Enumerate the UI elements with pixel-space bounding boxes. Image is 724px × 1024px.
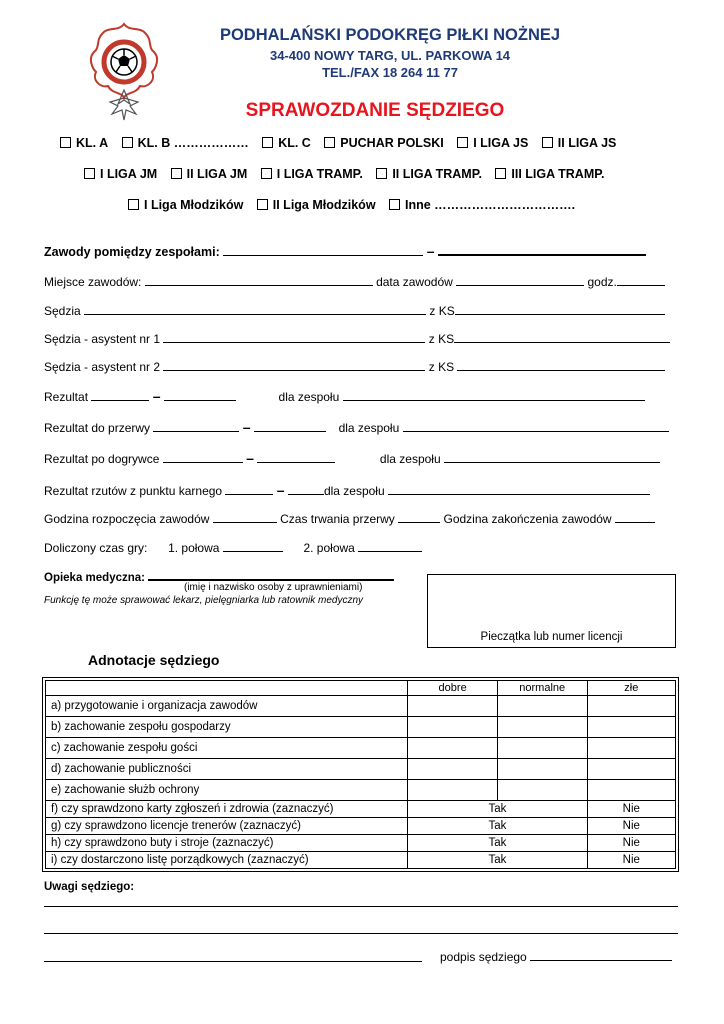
time-label: godz. — [587, 275, 617, 289]
result-dash: – — [152, 388, 161, 404]
referee-ks-label: z KS — [429, 304, 455, 318]
row-label: i) czy dostarczono listę porządkowych (zaznaczyć) — [46, 852, 408, 869]
row-label: d) zachowanie publiczności — [46, 759, 408, 780]
table-row — [46, 738, 676, 759]
table-row — [46, 717, 676, 738]
teams-dash: – — [426, 243, 435, 259]
penalties-away-field[interactable] — [288, 483, 324, 495]
stamp-label: Pieczątka lub numer licencji — [480, 631, 623, 643]
end-time-field[interactable] — [615, 511, 655, 523]
checkbox[interactable] — [542, 137, 553, 148]
extratime-dash: – — [246, 450, 254, 466]
no-cell[interactable]: Nie — [587, 835, 675, 852]
penalties-row — [44, 482, 650, 498]
half2-field[interactable] — [358, 540, 422, 552]
teams-label: Zawody pomiędzy zespołami: — [44, 245, 220, 259]
league-option: II LIGA TRAMP. — [392, 167, 482, 181]
org-phone: TEL./FAX 18 264 11 77 — [322, 65, 458, 80]
half1-field[interactable] — [223, 540, 283, 552]
table-row — [46, 801, 676, 818]
home-team-field[interactable] — [223, 244, 423, 256]
halftime-row — [44, 419, 669, 435]
extratime-row — [44, 450, 660, 466]
assistant2-ks-field[interactable] — [457, 359, 665, 371]
row-label: b) zachowanie zespołu gospodarzy — [46, 717, 408, 738]
checkbox[interactable] — [128, 199, 139, 210]
row-label: h) czy sprawdzono buty i stroje (zaznaczyć) — [46, 835, 408, 852]
league-option: I LIGA JM — [100, 167, 158, 181]
assistant1-ks-field[interactable] — [454, 331, 670, 343]
start-time-field[interactable] — [213, 511, 277, 523]
org-name: PODHALAŃSKI PODOKRĘG PIŁKI NOŻNEJ — [219, 26, 561, 44]
medical-hint: (imię i nazwisko osoby z uprawnieniami) — [184, 582, 363, 593]
table-row — [46, 696, 676, 717]
no-cell[interactable]: Nie — [587, 852, 675, 869]
halftime-away-field[interactable] — [254, 420, 326, 432]
signature-row — [440, 949, 672, 964]
date-label: data zawodów — [376, 275, 453, 289]
yes-cell[interactable]: Tak — [408, 801, 587, 818]
medical-note: Funkcję tę może sprawować lekarz, pielęgniarka lub ratownik medyczny — [44, 595, 364, 606]
table-row — [46, 780, 676, 801]
league-option: KL. C — [278, 136, 311, 150]
table-row — [46, 759, 676, 780]
row-label: a) przygotowanie i organizacja zawodów — [46, 696, 408, 717]
rating-cell[interactable] — [587, 696, 675, 717]
table-row — [46, 818, 676, 835]
checkbox[interactable] — [262, 137, 273, 148]
half2-label: 2. połowa — [303, 541, 355, 555]
checkbox[interactable] — [376, 168, 387, 179]
assistant1-label: Sędzia - asystent nr 1 — [44, 332, 161, 346]
league-option: KL. B ……………… — [137, 136, 249, 150]
venue-field[interactable] — [145, 274, 373, 286]
assistant1-ks-label: z KS — [428, 332, 455, 346]
result-team-field[interactable] — [343, 389, 645, 401]
times-row — [44, 511, 655, 526]
signature-label: podpis sędziego — [440, 950, 527, 964]
football-crest-logo — [78, 18, 170, 122]
extratime-team-field[interactable] — [444, 451, 660, 463]
teams-row — [44, 243, 646, 259]
penalties-home-field[interactable] — [225, 483, 273, 495]
league-option: I Liga Młodzików — [144, 198, 244, 212]
rating-cell[interactable] — [497, 696, 587, 717]
table-row — [46, 852, 676, 869]
checkbox[interactable] — [495, 168, 506, 179]
remarks-line-1[interactable] — [44, 906, 678, 907]
rating-cell[interactable] — [497, 759, 587, 780]
checkbox[interactable] — [457, 137, 468, 148]
extratime-home-field[interactable] — [163, 451, 243, 463]
yes-cell[interactable]: Tak — [408, 835, 587, 852]
extratime-team-label: dla zespołu — [379, 452, 441, 466]
ratings-heading: Adnotacje sędziego — [88, 652, 220, 668]
checkbox[interactable] — [389, 199, 400, 210]
ratings-table — [45, 680, 676, 869]
date-field[interactable] — [456, 274, 584, 286]
league-option: II LIGA JM — [186, 167, 248, 181]
halftime-dash: – — [242, 419, 251, 435]
remarks-line-3[interactable] — [44, 961, 422, 962]
league-option: Inne ……………………………. — [405, 198, 576, 212]
referee-row — [44, 303, 665, 318]
checkbox[interactable] — [122, 137, 133, 148]
result-home-field[interactable] — [91, 389, 149, 401]
assistant1-row — [44, 331, 670, 346]
column-header: złe — [587, 681, 675, 696]
halftime-team-field[interactable] — [403, 420, 669, 432]
penalties-team-label: dla zespołu — [323, 484, 385, 498]
column-header: dobre — [408, 681, 498, 696]
no-cell[interactable]: Nie — [587, 801, 675, 818]
referee-ks-field[interactable] — [455, 303, 665, 315]
halftime-team-label: dla zespołu — [338, 421, 400, 435]
checkbox[interactable] — [171, 168, 182, 179]
league-option: PUCHAR POLSKI — [340, 136, 444, 150]
penalties-label: Rezultat rzutów z punktu karnego — [44, 484, 223, 498]
league-option: II Liga Młodzików — [272, 198, 376, 212]
table-header-row — [46, 681, 676, 696]
half1-label: 1. połowa — [168, 541, 220, 555]
medical-label: Opieka medyczna: — [44, 572, 145, 584]
time-field[interactable] — [617, 274, 665, 286]
checkbox[interactable] — [84, 168, 95, 179]
signature-field[interactable] — [530, 949, 672, 961]
remarks-line-2[interactable] — [44, 933, 678, 934]
halftime-home-field[interactable] — [153, 420, 239, 432]
no-cell[interactable]: Nie — [587, 818, 675, 835]
assistant2-field[interactable] — [163, 359, 425, 371]
rating-cell[interactable] — [408, 738, 498, 759]
checkbox[interactable] — [261, 168, 272, 179]
result-team-label: dla zespołu — [278, 390, 340, 404]
league-option: KL. A — [76, 136, 109, 150]
extratime-away-field[interactable] — [257, 451, 335, 463]
rating-cell[interactable] — [587, 717, 675, 738]
row-label: g) czy sprawdzono licencje trenerów (zaznaczyć) — [46, 818, 408, 835]
assistant2-label: Sędzia - asystent nr 2 — [44, 360, 161, 374]
away-team-field[interactable] — [438, 243, 646, 256]
rating-cell[interactable] — [408, 717, 498, 738]
league-option: I LIGA TRAMP. — [276, 167, 363, 181]
penalties-dash: – — [276, 482, 285, 498]
rating-cell[interactable] — [408, 759, 498, 780]
start-time-label: Godzina rozpoczęcia zawodów — [44, 512, 210, 526]
result-label: Rezultat — [44, 390, 89, 404]
table-row — [46, 835, 676, 852]
venue-label: Miejsce zawodów: — [44, 275, 142, 289]
yes-cell[interactable]: Tak — [408, 852, 587, 869]
rating-cell[interactable] — [497, 717, 587, 738]
league-row-3 — [128, 196, 584, 214]
row-label: c) zachowanie zespołu gości — [46, 738, 408, 759]
rating-cell[interactable] — [497, 780, 587, 801]
assistant2-row — [44, 359, 665, 374]
break-label: Czas trwania przerwy — [280, 512, 395, 526]
referee-field[interactable] — [84, 303, 426, 315]
league-row-2 — [84, 165, 613, 183]
checkbox[interactable] — [324, 137, 335, 148]
medical-field[interactable] — [148, 568, 394, 581]
venue-row — [44, 274, 665, 289]
assistant2-ks-label: z KS — [428, 360, 455, 374]
halftime-label: Rezultat do przerwy — [44, 421, 151, 435]
remarks-label: Uwagi sędziego: — [44, 881, 135, 893]
org-address: 34-400 NOWY TARG, UL. PARKOWA 14 — [269, 48, 511, 63]
extratime-label: Rezultat po dogrywce — [44, 452, 160, 466]
result-away-field[interactable] — [164, 389, 236, 401]
league-option: II LIGA JS — [557, 136, 617, 150]
stamp-box[interactable] — [427, 574, 676, 648]
league-row-1 — [60, 134, 625, 152]
row-label: e) zachowanie służb ochrony — [46, 780, 408, 801]
break-field[interactable] — [398, 511, 440, 523]
result-row — [44, 388, 645, 404]
league-option: I LIGA JS — [473, 136, 529, 150]
rating-cell[interactable] — [587, 759, 675, 780]
page-title: SPRAWOZDANIE SĘDZIEGO — [245, 100, 505, 121]
league-option: III LIGA TRAMP. — [511, 167, 605, 181]
penalties-team-field[interactable] — [388, 483, 650, 495]
rating-cell[interactable] — [587, 780, 675, 801]
rating-cell[interactable] — [497, 738, 587, 759]
rating-cell[interactable] — [408, 696, 498, 717]
rating-cell[interactable] — [408, 780, 498, 801]
checkbox[interactable] — [60, 137, 71, 148]
added-time-label: Doliczony czas gry: — [44, 541, 148, 555]
referee-label: Sędzia — [44, 304, 81, 318]
end-time-label: Godzina zakończenia zawodów — [443, 512, 612, 526]
row-label: f) czy sprawdzono karty zgłoszeń i zdrowia (zaznaczyć) — [46, 801, 408, 818]
assistant1-field[interactable] — [163, 331, 425, 343]
yes-cell[interactable]: Tak — [408, 818, 587, 835]
rating-cell[interactable] — [587, 738, 675, 759]
added-time-row — [44, 540, 422, 555]
checkbox[interactable] — [257, 199, 268, 210]
column-header: normalne — [497, 681, 587, 696]
